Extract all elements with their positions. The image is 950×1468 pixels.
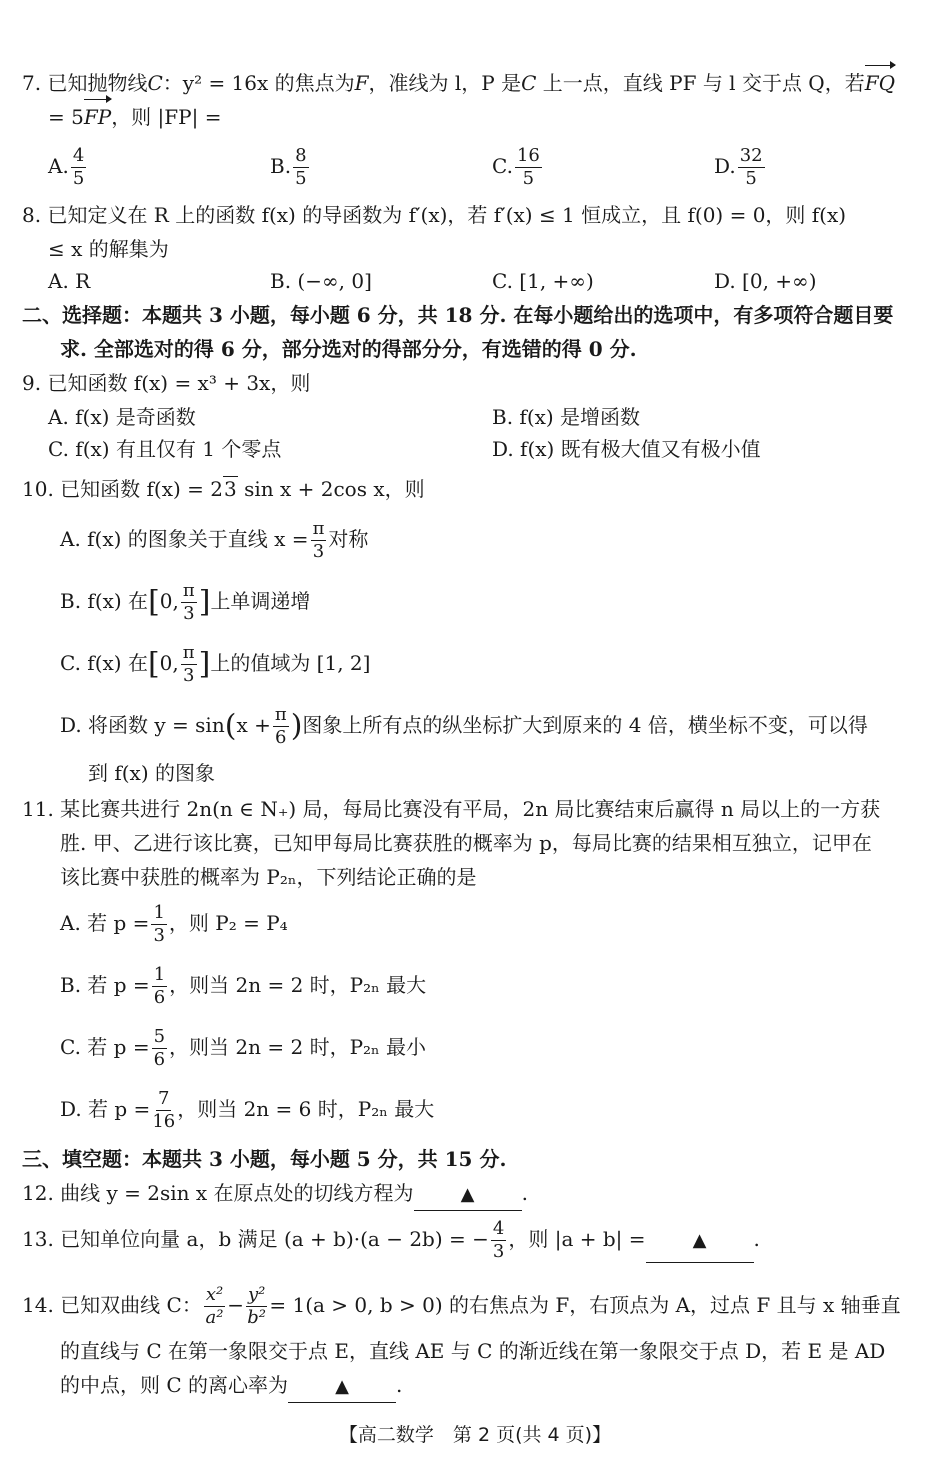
sqrt-three: 3	[224, 477, 237, 501]
q11-opt-frac	[152, 1090, 175, 1131]
frac-den: 6	[153, 1049, 166, 1070]
triangle-icon: ▲	[335, 1376, 349, 1397]
section2-header-line2: 求. 全部选对的得 6 分，部分选对的得部分分，有选错的得 0 分.	[60, 337, 637, 361]
frac-num: 5	[153, 1026, 166, 1047]
q7-option-a-label: A.	[48, 154, 69, 178]
pi-over-6	[273, 706, 289, 747]
frac-den: 5	[295, 168, 307, 189]
q12-stem	[22, 1178, 528, 1211]
q7-line2-b: ，则 |FP| =	[111, 105, 222, 129]
q7-text-f: C	[521, 71, 537, 95]
q7-text-a: 7. 已知抛物线	[22, 71, 148, 95]
q10-opt-c-tail: 上的值域为 [1, 2]	[210, 651, 371, 675]
q14-frac-y	[246, 1286, 267, 1327]
q9-option-a: A. f(x) 是奇函数	[48, 405, 196, 429]
q7-text-d: F	[354, 71, 369, 95]
q11-option-d	[60, 1088, 434, 1131]
frac-num: 8	[295, 145, 307, 166]
q11-opt-post: ，则当 2n = 2 时，P₂ₙ 最大	[169, 973, 427, 997]
q10-opt-b-tail: 上单调递增	[210, 589, 311, 613]
q14-frac-x	[204, 1286, 225, 1327]
interval-zero: 0,	[159, 651, 179, 675]
q7-option-d-frac	[738, 147, 765, 188]
q11-opt-frac	[152, 966, 167, 1007]
frac-den: 5	[745, 168, 757, 189]
paren-right: )	[290, 708, 303, 744]
q10-stem	[22, 474, 425, 504]
q7-line2-a: = 5	[48, 105, 84, 129]
frac-den: 5	[522, 168, 535, 189]
q11-opt-pre: B. 若 p =	[60, 973, 150, 997]
q10-opt-a-tail: 对称	[328, 527, 369, 551]
q14-minus: −	[227, 1293, 244, 1317]
q7-text-c: ：y² = 16x 的焦点为	[162, 71, 355, 95]
q11-opt-frac	[152, 1028, 167, 1069]
q7-stem-line1	[22, 68, 895, 98]
frac-num: 1	[153, 964, 166, 985]
q11-opt-pre: D. 若 p =	[60, 1097, 151, 1121]
pi-over-3	[181, 582, 197, 623]
q11-opt-post: ，则当 2n = 6 时，P₂ₙ 最大	[177, 1097, 435, 1121]
q7-text-b: C	[147, 71, 163, 95]
q10-option-d-line2: 到 f(x) 的图象	[88, 761, 216, 785]
q14-answer-blank[interactable]	[288, 1370, 396, 1403]
q7-option-a-frac	[71, 147, 86, 188]
q10-stem-b: sin x + 2cos x，则	[237, 477, 425, 501]
q8-option-c: C. [1, +∞)	[492, 269, 594, 293]
q9-option-c: C. f(x) 有且仅有 1 个零点	[48, 437, 282, 461]
frac-num: 7	[158, 1088, 170, 1109]
q7-text-e: ，准线为 l，P 是	[368, 71, 522, 95]
q11-opt-pre: A. 若 p =	[60, 911, 150, 935]
frac-den: 3	[312, 541, 325, 562]
q11-opt-pre: C. 若 p =	[60, 1035, 150, 1059]
q11-stem-line2: 胜. 甲、乙进行该比赛，已知甲每局比赛获胜的概率为 p，每局比赛的结果相互独立，记甲在	[60, 831, 872, 855]
frac-num: y²	[247, 1284, 266, 1305]
q10-opt-d-tail: 图象上所有点的纵坐标扩大到原来的 4 倍，横坐标不变，可以得	[302, 713, 868, 737]
q13-period: .	[753, 1227, 760, 1251]
triangle-icon: ▲	[692, 1230, 707, 1251]
q10-opt-b-text: B. f(x) 在	[60, 589, 149, 613]
q13-frac	[491, 1220, 506, 1261]
q7-option-d-label: D.	[714, 154, 736, 178]
q11-option-c	[60, 1026, 426, 1069]
pi-over-3	[311, 520, 327, 561]
q14-stem-line2: 的直线与 C 在第一象限交于点 E，直线 AE 与 C 的渐近线在第一象限交于点 D，若 E 是 AD	[60, 1339, 886, 1363]
q8-stem-line1: 8. 已知定义在 R 上的函数 f(x) 的导函数为 f′(x)，若 f′(x) ≤ 1 恒成立，且 f(0) = 0，则 f(x)	[22, 203, 847, 227]
q11-stem-line3: 该比赛中获胜的概率为 P₂ₙ，下列结论正确的是	[60, 865, 477, 889]
frac-num: 16	[516, 145, 540, 166]
q7-option-b-frac	[293, 147, 308, 188]
q12-period: .	[521, 1181, 528, 1205]
vector-fp: FP	[84, 102, 111, 132]
section3-header: 三、填空题：本题共 3 小题，每小题 5 分，共 15 分.	[22, 1147, 507, 1171]
frac-den: 3	[183, 603, 195, 624]
frac-num: 32	[739, 145, 763, 166]
frac-den: 6	[153, 987, 166, 1008]
bracket-right: ]	[198, 646, 211, 682]
frac-num: π	[274, 704, 287, 725]
frac-den: a²	[205, 1307, 224, 1328]
q9-stem: 9. 已知函数 f(x) = x³ + 3x，则	[22, 371, 311, 395]
q10-opt-d-x: x +	[236, 713, 271, 737]
q11-opt-post: ，则当 2n = 2 时，P₂ₙ 最小	[169, 1035, 427, 1059]
q11-opt-post: ，则 P₂ = P₄	[168, 911, 288, 935]
q13-text: 13. 已知单位向量 a，b 满足 (a + b)·(a − 2b) = −	[22, 1227, 489, 1251]
q13-stem	[22, 1218, 760, 1263]
q13-text-mid: ，则 |a + b| =	[508, 1227, 646, 1251]
q11-stem-line1: 11. 某比赛共进行 2n(n ∈ N₊) 局，每局比赛没有平局，2n 局比赛结束后赢得 n 局以上的一方获	[22, 797, 881, 821]
q9-option-d: D. f(x) 既有极大值又有极小值	[492, 437, 761, 461]
q8-option-b: B. (−∞, 0]	[270, 269, 372, 293]
interval-zero: 0,	[159, 589, 179, 613]
frac-den: 16	[152, 1111, 176, 1132]
q7-option-c-frac	[515, 147, 542, 188]
frac-num: x²	[205, 1284, 224, 1305]
bracket-right: ]	[198, 584, 211, 620]
q10-option-d	[60, 704, 868, 748]
q10-option-a	[60, 518, 368, 561]
q14-period: .	[396, 1373, 403, 1397]
q9-option-b: B. f(x) 是增函数	[492, 405, 641, 429]
q12-text: 12. 曲线 y = 2sin x 在原点处的切线方程为	[22, 1181, 414, 1205]
q14-stem-line3	[60, 1370, 402, 1403]
frac-num: 4	[492, 1218, 505, 1239]
q8-option-d: D. [0, +∞)	[714, 269, 817, 293]
pi-over-3	[181, 644, 197, 685]
frac-den: 5	[72, 168, 85, 189]
section2-header-line1: 二、选择题：本题共 3 小题，每小题 6 分，共 18 分. 在每小题给出的选项中，有多项符合题目要	[22, 303, 894, 327]
q7-option-b-label: B.	[270, 154, 292, 178]
q10-option-b	[60, 580, 310, 624]
q7-option-b	[270, 146, 311, 188]
frac-den: 3	[492, 1241, 505, 1262]
q7-option-d	[714, 146, 767, 188]
frac-den: 3	[182, 665, 195, 686]
frac-den: 6	[275, 727, 287, 748]
q10-opt-a-text: A. f(x) 的图象关于直线 x =	[60, 527, 309, 551]
q10-opt-c-text: C. f(x) 在	[60, 651, 148, 675]
q8-stem-line2: ≤ x 的解集为	[48, 237, 169, 261]
q14-stem-line1	[22, 1284, 901, 1327]
q10-stem-a: 10. 已知函数 f(x) = 2	[22, 477, 224, 501]
bracket-left: [	[148, 584, 160, 620]
frac-num: 1	[153, 902, 165, 923]
q7-text-g: 上一点，直线 PF 与 l 交于点 Q，若	[536, 71, 865, 95]
frac-num: π	[182, 642, 195, 663]
q11-option-b	[60, 964, 426, 1007]
q13-answer-blank[interactable]	[646, 1218, 754, 1263]
vector-fq: FQ	[865, 68, 895, 98]
page-footer: 【高二数学 第 2 页(共 4 页)】	[338, 1424, 612, 1446]
q12-answer-blank[interactable]	[414, 1178, 522, 1211]
frac-num: π	[182, 580, 195, 601]
q7-option-c-label: C.	[492, 154, 513, 178]
frac-den: 3	[153, 925, 165, 946]
q14-text: 14. 已知双曲线 C：	[22, 1293, 202, 1317]
q7-stem-line2	[48, 102, 221, 132]
q11-option-a	[60, 902, 288, 945]
q14-text-tail: = 1(a > 0, b > 0) 的右焦点为 F，右顶点为 A，过点 F 且与 x 轴垂直	[269, 1293, 901, 1317]
q10-option-c	[60, 642, 370, 686]
frac-num: π	[312, 518, 325, 539]
q7-option-c	[492, 146, 544, 188]
q11-opt-frac	[151, 904, 166, 945]
bracket-left: [	[147, 646, 160, 682]
paren-left: (	[224, 708, 237, 744]
frac-num: 4	[72, 145, 85, 166]
q7-option-a	[48, 146, 88, 188]
frac-den: b²	[247, 1307, 267, 1328]
q10-opt-d-text: D. 将函数 y = sin	[60, 713, 225, 737]
triangle-icon: ▲	[460, 1184, 475, 1205]
q14-line3-text: 的中点，则 C 的离心率为	[60, 1373, 289, 1397]
q8-option-a: A. R	[48, 269, 91, 293]
